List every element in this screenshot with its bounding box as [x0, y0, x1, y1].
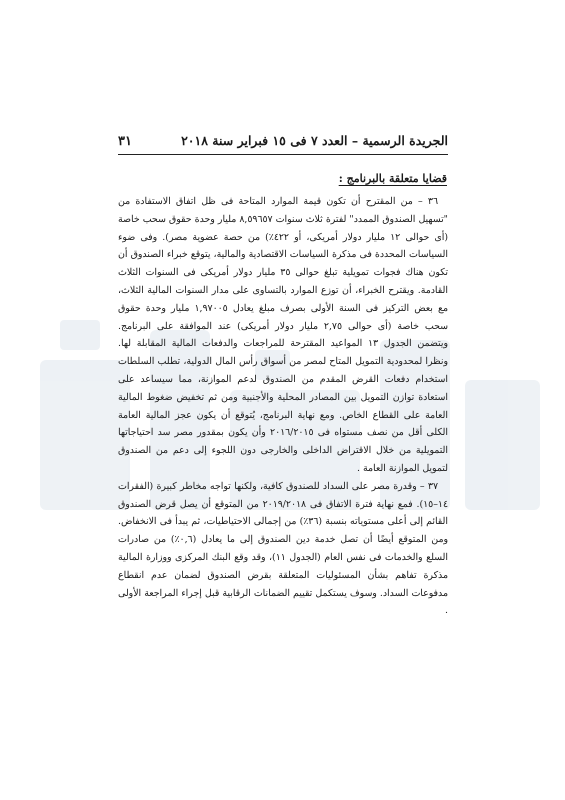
body-text — [118, 193, 448, 620]
page-header — [118, 133, 448, 149]
header-title: الجريدة الرسمية – العدد ٧ فى ١٥ فبراير سنة ٢٠١٨ — [181, 133, 448, 148]
paragraph-36: ٣٦ – من المقترح أن تكون قيمة الموارد المتاحة فى ظل اتفاق الاستفادة من "تسهيل الصندوق الممدد" لفترة ثلاث سنوات ٨,٥٩٦٥٧ مليار وحدة حقوق سحب خاصة (أى حوالى ١٢ مليار دولار أمريكى، أو ٤٢٢٪) من حصة عضوية مصر). وفى ضوء السياسات المحددة فى مذكرة السياسات الاقتصادية والمالية، يتوقع خبراء الصندوق أن تكون هناك فجوات تمويلية تبلغ حوالى ٣٥ مليار دولار أمريكى فى السنوات الثلاث القادمة. ويقترح الخبراء، أن توزع الموارد بالتساوى على مدار السنوات المالية الثلاث، مع بعض التركيز فى السنة الأولى بصرف مبلغ يعادل ١,٩٧٠٠٥ مليار وحدة حقوق سحب خاصة (أى حوالى ٢,٧٥ مليار دولار أمريكى) عند الموافقة على البرنامج. ويتضمن الجدول ١٣ المواعيد المقترحة للمراجعات والدفعات المالية المقابلة لها. ونظرا لمحدودية التمويل المتاح لمصر من أسواق رأس المال الدولية، تطلب السلطات استخدام دفعات القرض المقدم من الصندوق لدعم الموازنة، مما سيساعد على استعادة توازن التمويل بين المصادر المحلية والأجنبية ومن ثم تخفيض ضغوط المالية العامة على القطاع الخاص. ومع نهاية البرنامج، يُتوقع أن يكون عجز المالية العامة الكلى أقل من نصف مستواه فى ٢٠١٦/٢٠١٥ وأن يكون بمقدور مصر سد احتياجاتها التمويلية من خلال الاقتراض الداخلى والخارجى دون اللجوء إلى دعم من الصندوق لتمويل الموازنة العامة . — [118, 196, 449, 474]
section-title: قضايا متعلقة بالبرنامج : — [338, 172, 447, 185]
header-divider — [118, 154, 448, 155]
page-number: ٣١ — [118, 134, 132, 149]
paragraph-37: ٣٧ – وقدرة مصر على السداد للصندوق كافية، ولكنها تواجه مخاطر كبيرة (الفقرات ١٤–١٥). فمع نهاية فترة الاتفاق فى ٢٠١٩/٢٠١٨ من المتوقع أن يصل قرض الصندوق القائم إلى أعلى مستوياته بنسبة (٣٦٪) من إجمالى الاحتياطيات، ثم يبدأ فى الانخفاض. ومن المتوقع أيضًا أن تصل خدمة دين الصندوق إلى ما يعادل (٠,٦٪) من صادرات السلع والخدمات فى نفس العام (الجدول ١١)، وقد وقع البنك المركزى ووزارة المالية مذكرة تفاهم بشأن المسئوليات المتعلقة بقرض الصندوق لضمان عدم انقطاع مدفوعات السداد. وسوف يستكمل تقييم الضمانات الرقابية قبل إجراء المراجعة الأولى . — [118, 480, 448, 617]
